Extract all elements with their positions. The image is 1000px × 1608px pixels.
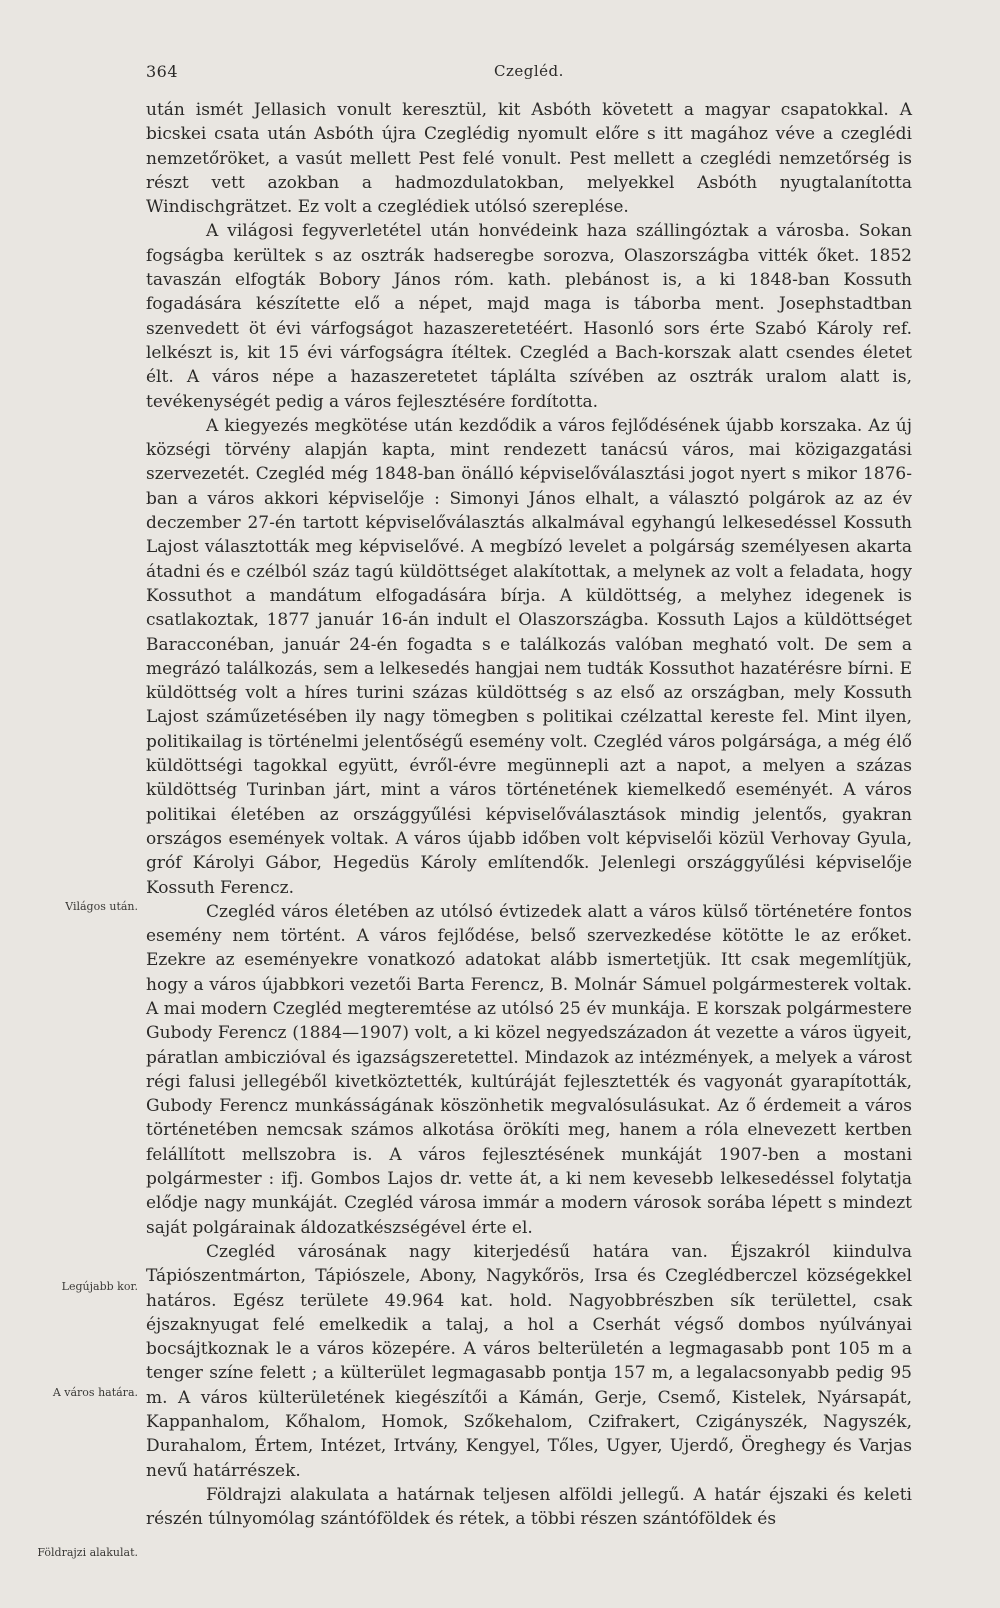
- paragraph: Czegléd város életében az utólsó évtizedek alatt a város külső történetére fontos esemény nem történt. A város fejlődése, belső szervezkedése kötötte le az erőket. Ezekre az eseményekre vonatkozó adatokat alább ismertetjük. Itt csak megemlítjük, hogy a város újabbkori vezetői Barta Ferencz, B. Molnár Sámuel polgármesterek voltak. A mai modern Czegléd megteremtése az utólsó 25 év munkája. E korszak polgármestere Gubody Ferencz (1884—1907) volt, a ki közel negyedszázadon át vezette a város ügyeit, páratlan ambiczióval és igazságszeretettel. Mindazok az intézmények, a melyek a várost régi falusi jellegéből kivetköztették, kultúráját fejlesztették és vagyonát gyarapították, Gubody Ferencz munkásságának köszönhetik megvalósulásukat. Az ő érdemeit a város történetében nemcsak számos alkotása örökíti meg, hanem a róla elnevezett kertben felállított mellszobra is. A város fejlesztésének munkáját 1907-ben a mostani polgármester : ifj. Gombos Lajos dr. vette át, a ki nem kevesebb lelkesedéssel folytatja elődje nagy munkáját. Czegléd városa immár a modern városok sorába lépett s mindezt saját polgárainak áldozatkészségével érte el.: [146, 901, 912, 1238]
- body-text: [146, 98, 912, 1532]
- margin-note-legujabb-kor: Legújabb kor.: [61, 1280, 138, 1293]
- page-number: 364: [146, 62, 179, 81]
- margin-note-vilagos: Világos után.: [65, 900, 138, 913]
- page-header: [0, 62, 1000, 86]
- paragraph: Földrajzi alakulata a határnak teljesen alföldi jellegű. A határ éjszaki és keleti részén túlnyomólag szántóföldek és rétek, a többi részen szántóföldek és: [146, 1484, 912, 1530]
- margin-note-foldrajzi-alakulat: Földrajzi alakulat.: [37, 1546, 138, 1559]
- paragraph: A világosi fegyverletétel után honvédeink haza szállingóztak a városba. Sokan fogságba kerültek s az osztrák hadseregbe sorozva, Olaszországba vitték őket. 1852 tavaszán elfogták Bobory János róm. kath. plebánost is, a ki 1848-ban Kossuth fogadására készítette elő a népet, majd maga is táborba ment. Josephstadtban szenvedett öt évi várfogságot hazaszeretetéért. Hasonló sors érte Szabó Károly ref. lelkészt is, kit 15 évi várfogságra ítéltek. Czegléd a Bach-korszak alatt csendes életet élt. A város népe a hazaszeretetet táplálta szívében az osztrák uralom alatt is, tevékenységét pedig a város fejlesztésére fordította.: [146, 221, 912, 412]
- paragraph: Czegléd városának nagy kiterjedésű határa van. Éjszakról kiindulva Tápiószentmárton, Tápiószele, Abony, Nagykőrös, Irsa és Czeglédberczel községekkel határos. Egész területe 49.964 kat. hold. Nagyobbrészben sík területtel, csak éjszaknyugat felé emelkedik a talaj, a hol a Cserhát végső dombos nyúlványai bocsájtkoznak le a város közepére. A város belterületén a legmagasabb pont 105 m a tenger színe felett ; a külterület legmagasabb pontja 157 m, a legalacsonyabb pedig 95 m. A város külterületének kiegészítői a Kámán, Gerje, Csemő, Kistelek, Nyársapát, Kappanhalom, Kőhalom, Homok, Szőkehalom, Czifrakert, Czigányszék, Nagyszék, Durahalom, Értem, Intézet, Irtvány, Kengyel, Tőles, Ugyer, Ujerdő, Öreghegy és Varjas nevű határrészek.: [146, 1241, 912, 1481]
- margin-note-varos-hatara: A város határa.: [52, 1386, 138, 1399]
- paragraph: A kiegyezés megkötése után kezdődik a város fejlődésének újabb korszaka. Az új községi törvény alapján kapta, mint rendezett tanácsú város, mai közigazgatási szervezetét. Czegléd még 1848-ban önálló képviselőválasztási jogot nyert s mikor 1876-ban a város akkori képviselője : Simonyi János elhalt, a választó polgárok az az év deczember 27-én tartott képviselőválasztás alkalmával egyhangú lelkesedéssel Kossuth Lajost választották meg képviselővé. A megbízó levelet a polgárság személyesen akarta átadni és e czélból száz tagú küldöttséget alakítottak, a melynek az volt a feladata, hogy Kossuthot a mandátum elfogadására bírja. A küldöttség, a melyhez idegenek is csatlakoztak, 1877 január 16-án indult el Olaszországba. Kossuth Lajos a küldöttséget Baracconéban, január 24-én fogadta s e találkozás valóban megható volt. De sem a megrázó találkozás, sem a lelkesedés hangjai nem tudták Kossuthot hazatérésre bírni. E küldöttség volt a híres turini százas küldöttség s az első az országban, mely Kossuth Lajost száműzetésében ily nagy tömegben s politikai czélzattal kereste fel. Mint ilyen, politikailag is történelmi jelentőségű esemény volt. Czegléd város polgársága, a még élő küldöttségi tagokkal együtt, évről-évre megünnepli azt a napot, a melyen a százas küldöttség Turinban járt, mint a város történetének kiemelkedő eseményét. A város politikai életében az országgyűlési képviselőválasztások mindig jelentős, gyakran országos események voltak. A város újabb időben volt képviselői közül Verhovay Gyula, gróf Károlyi Gábor, Hegedüs Károly említendők. Jelenlegi országgyűlési képviselője Kossuth Ferencz.: [146, 415, 912, 898]
- paragraph: után ismét Jellasich vonult keresztül, kit Asbóth követett a magyar csapatokkal. A bicskei csata után Asbóth újra Czeglédig nyomult előre s itt magához véve a czeglédi nemzetőröket, a vasút mellett Pest felé vonult. Pest mellett a czeglédi nemzetőrség is részt vett azokban a hadmozdulatokban, melyekkel Asbóth nyugtalanította Windischgrätzet. Ez volt a czeglédiek utólsó szereplése.: [146, 100, 912, 218]
- running-head: Czegléd.: [494, 62, 564, 80]
